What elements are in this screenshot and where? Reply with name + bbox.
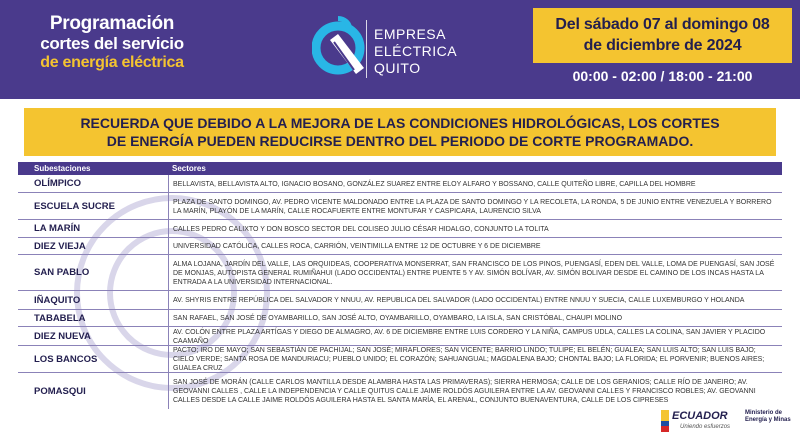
substation-name: OLÍMPICO [34,178,81,189]
logo-line-3: QUITO [374,60,421,76]
title-line-1: Programación [49,13,175,34]
sectors-text: SAN RAFAEL, SAN JOSÉ DE OYAMBARILLO, SAN JOSÉ ALTO, OYAMBARILLO, OYAMBARO, LA ISLA, SAN CRISTÓBAL, CHAUPI MOLINO [168,310,782,326]
substation-name: DIEZ NUEVA [34,330,91,342]
table-row [18,346,782,373]
substation-name: LA MARÍN [34,223,81,234]
substation-name: POMASQUI [34,385,86,397]
substation-name: SAN PABLO [34,267,90,278]
ecuador-brand: ECUADOR [672,410,728,422]
sectors-text: PACTO; IRO DE MAYO; SAN SEBASTIÁN DE PACHIJAL; SAN JOSÉ; MIRAFLORES; SAN VICENTE; BARRIO LINDO; TULIPE; EL BELÉN; GUALEA; SAN LUIS ALTO; SAN LUIS BAJO; CIELO VERDE; SANTA ROSA DE MANDURIACU; PUEBLO UNIDO; EL CORAZÓN; SAHUANGUAL; MAGDALENA BAJO; CHONTAL BAJO; LA FLORIDA; EL PORVENIR; BUENOS AIRES; GUALEA CRUZ [168,346,782,372]
table-row [18,310,782,327]
title-line-3: de energía eléctrica [40,54,184,71]
substation-name: TABABELA [34,312,86,324]
outage-table [18,162,782,409]
logo-divider [366,20,367,78]
table-row [18,255,782,291]
table-row [18,238,782,255]
ministry-label [745,410,791,424]
logo-line-1: EMPRESA [374,26,446,42]
date-line-2: de diciembre de 2024 [583,37,742,54]
ecuador-flag-icon [661,410,669,432]
substation-name: ESCUELA SUCRE [34,200,115,212]
table-row [18,175,782,193]
notice-line-2: DE ENERGÍA PUEDEN REDUCIRSE DENTRO DEL PERIODO DE CORTE PROGRAMADO. [106,133,694,149]
table-row [18,220,782,238]
header-title [32,14,192,72]
sectors-text: SAN JOSÉ DE MORÁN (CALLE CARLOS MANTILLA DESDE ALAMBRA HASTA LAS PRIMAVERAS); SIERRA HERMOSA; CALLE DE LOS GERANIOS; CALLE RÍO DE JANEIRO; AV. GEOVANNI CALLES , CALLE LA INDEPENDENCIA Y CALLE QUITUS CALLE JAIME ROLDÓS AGUILERA ENTRE LA AV. GEOVANNI CALLES Y FRANCISCO ROBLES; AV. GEOVANNI CALLES DESDE LA CALLE JAIME ROLDÓS AGUILERA HASTA EL SANTA MARÍA, EL ARENAL, CONJUNTO BUENAVENTURA, CALLE DE LOS CIPRESES [168,373,782,409]
title-line-2: cortes del servicio [40,34,184,53]
header-substations: Subestaciones [34,164,91,173]
substation-name: LOS BANCOS [34,353,98,365]
substation-name: IÑAQUITO [34,294,81,306]
eeq-logo [312,12,512,88]
logo-text [374,26,457,77]
sectors-text: UNIVERSIDAD CATÓLICA, CALLES ROCA, CARRIÓN, VEINTIMILLA ENTRE 12 DE OCTUBRE Y 6 DE DICIEMBRE [168,238,782,254]
table-header [18,162,782,175]
ministry-line-2: Energía y Minas [745,417,791,423]
table-row [18,193,782,220]
sectors-text: AV. SHYRIS ENTRE REPÚBLICA DEL SALVADOR Y NNUU, AV. REPUBLICA DEL SALVADOR (LADO OCCIDENTAL) ENTRE NNUU Y SUECIA, CALLE LUXEMBURGO Y HOLANDA [168,291,782,309]
header-sectors: Sectores [172,164,206,173]
date-line-1: Del sábado 07 al domingo 08 [555,16,770,33]
ministry-line-1: Ministerio de [745,410,783,416]
notice-banner [24,108,776,156]
header-bar [0,0,800,99]
table-row [18,327,782,346]
notice-line-1: RECUERDA QUE DEBIDO A LA MEJORA DE LAS CONDICIONES HIDROLÓGICAS, LOS CORTES [80,115,720,131]
sectors-text: PLAZA DE SANTO DOMINGO, AV. PEDRO VICENTE MALDONADO ENTRE LA PLAZA DE SANTO DOMINGO Y LA RECOLETA, LA RONDA, 5 DE JUNIO ENTRE VENEZUELA Y BORRERO LA MARÍN, PLAYÓN DE LA MARÍN, CALLE ROCAFUERTE ENTRE MONTUFAR Y CASPICARA, LAURENCIO SILVA [168,193,782,219]
sectors-text: ALMA LOJANA, JARDÍN DEL VALLE, LAS ORQUIDEAS, COOPERATIVA MONSERRAT, SAN FRANCISCO DE LOS PINOS, PUENGASÍ, EDEN DEL VALLE, LOMA DE PUENGASÍ, SAN JOSÉ DE MONJAS, AUTOPISTA GENERAL RUMIÑAHUI (LADO OCCIDENTAL) ENTRE PUENTE 5 Y AV. SIMÓN BOLÍVAR, AV. SIMÓN BOLIVAR DESDE EL CAMINO DE LOS INCAS HASTA LA ENTRADA A LA UNIVERSIDAD INTERNACIONAL. [168,255,782,290]
sectors-text: CALLES PEDRO CALIXTO Y DON BOSCO SECTOR DEL COLISEO JULIO CÉSAR HIDALGO, CONJUNTO LA TOLITA [168,220,782,237]
eeq-logo-icon [312,12,366,88]
date-box [533,8,792,63]
logo-line-2: ELÉCTRICA [374,43,458,59]
ecuador-tagline: Uniendo esfuerzos [680,424,731,430]
sectors-text: AV. COLÓN ENTRE PLAZA ARTÍGAS Y DIEGO DE ALMAGRO, AV. 6 DE DICIEMBRE ENTRE LUIS CORDERO Y LA NIÑA, CAMPUS UDLA, CALLES LA COLINA, SAN JAVIER Y PLACIDO CAAMAÑO [168,327,782,345]
substation-name: DIEZ VIEJA [34,240,86,252]
time-range: 00:00 - 02:00 / 18:00 - 21:00 [572,68,753,84]
footer [0,404,800,442]
table-row [18,291,782,310]
sectors-text: BELLAVISTA, BELLAVISTA ALTO, IGNACIO BOSANO, GONZÁLEZ SUAREZ ENTRE ELOY ALFARO Y BOSSANO, CALLE QUITEÑO LIBRE, CAPILLA DEL HOMBRE [168,175,782,192]
